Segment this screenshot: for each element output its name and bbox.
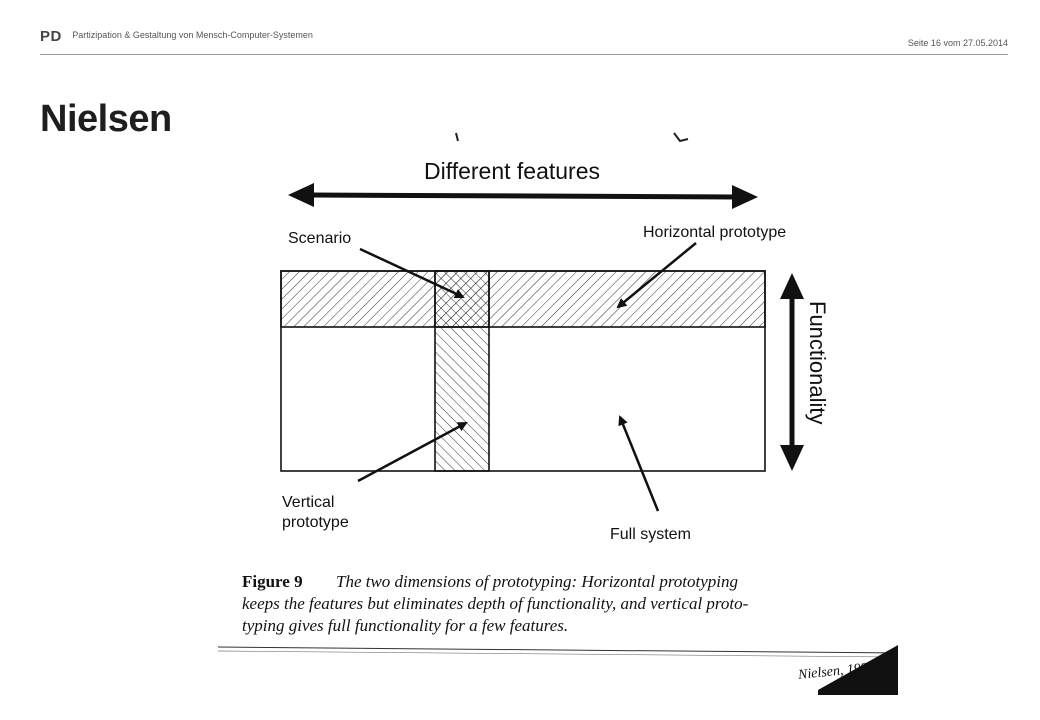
caption-line1: The two dimensions of prototyping: Horizontal prototyping <box>336 572 739 591</box>
slide-header <box>0 0 1040 60</box>
full-system-label: Full system <box>610 526 691 543</box>
prototyping-diagram <box>218 125 898 695</box>
caption-figure-number: Figure 9 <box>242 572 303 591</box>
page-info: Seite 16 vom 27.05.2014 <box>907 38 1008 48</box>
features-double-arrow <box>288 183 758 209</box>
functionality-label: Functionality <box>805 301 830 425</box>
caption-line2: keeps the features but eliminates depth of functionality, and vertical proto- <box>242 594 749 613</box>
header-brand <box>40 28 313 46</box>
vertical-label-line1: Vertical <box>282 494 335 511</box>
brand-logo: PD <box>40 28 62 45</box>
handwritten-signature: Nielsen, 1993 <box>797 660 876 684</box>
different-features-label: Different features <box>424 158 601 184</box>
scanned-figure <box>218 125 898 695</box>
scenario-overlap <box>435 271 489 327</box>
caption-line3: typing gives full functionality for a few features. <box>242 616 569 635</box>
brand-subtitle: Partizipation & Gestaltung von Mensch-Computer-Systemen <box>72 30 313 40</box>
horizontal-prototype-label: Horizontal prototype <box>643 224 787 241</box>
scenario-label: Scenario <box>288 230 352 247</box>
horizontal-prototype-band <box>281 271 765 327</box>
functionality-double-arrow <box>780 273 804 471</box>
slide-title: Nielsen <box>40 98 172 140</box>
vertical-label-line2: prototype <box>282 514 349 531</box>
header-divider <box>40 54 1008 55</box>
